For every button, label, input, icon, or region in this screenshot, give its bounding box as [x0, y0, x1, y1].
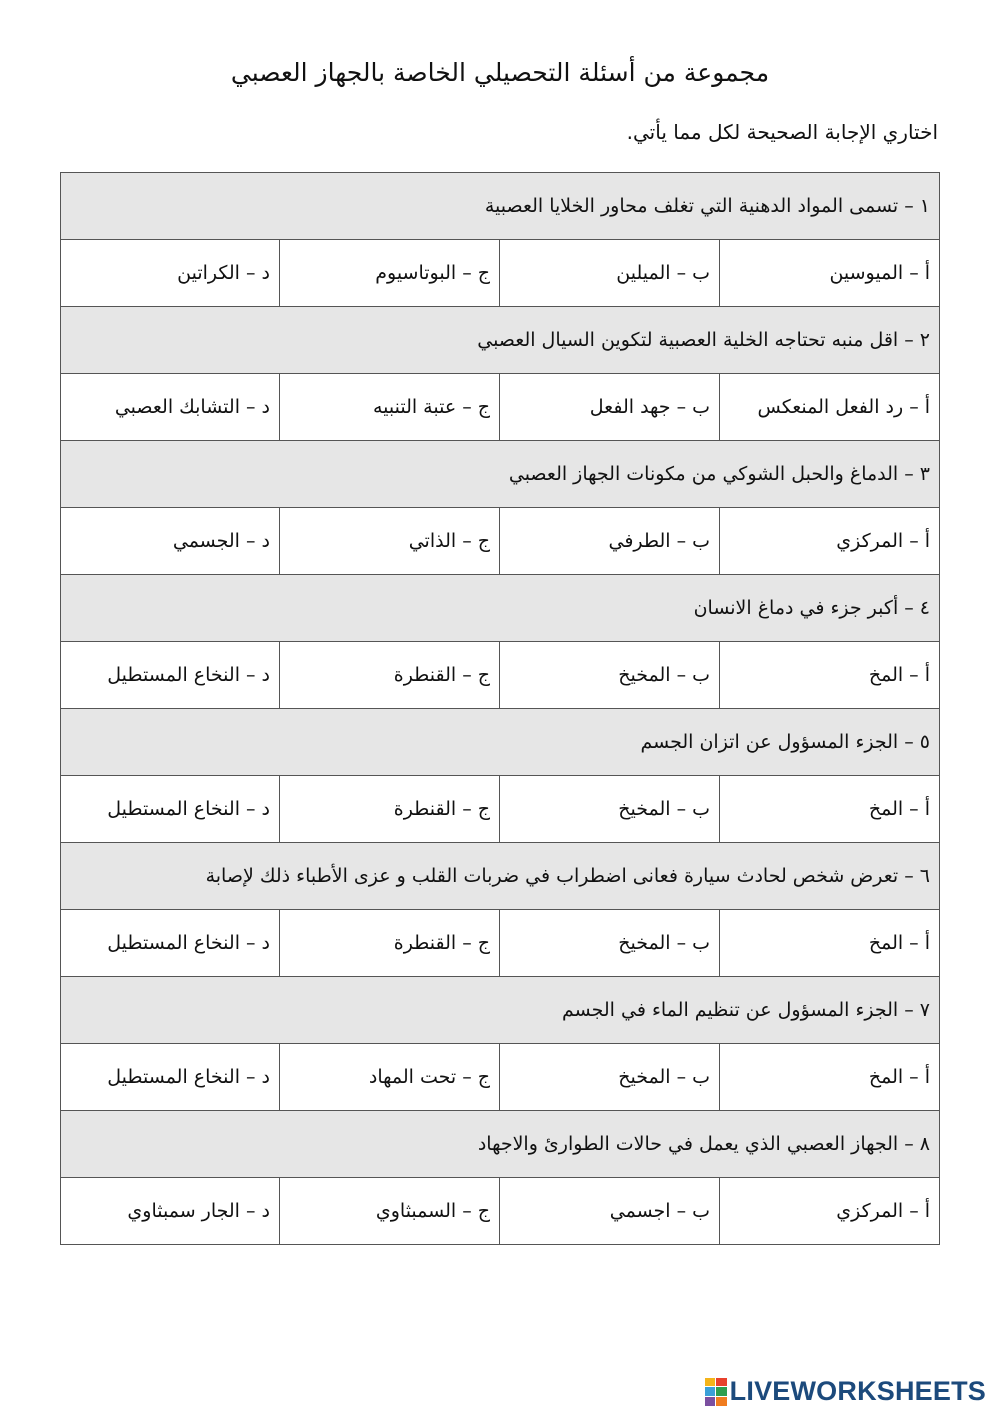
answer-option[interactable]: ج – البوتاسيوم	[280, 240, 500, 307]
logo-square	[705, 1387, 716, 1396]
liveworksheets-logo	[705, 1376, 986, 1407]
question-text: ١ – تسمى المواد الدهنية التي تغلف محاور الخلايا العصبية	[61, 173, 940, 240]
logo-square	[716, 1397, 727, 1406]
answer-option[interactable]: أ – المخ	[720, 910, 940, 977]
answer-option[interactable]: أ – الميوسين	[720, 240, 940, 307]
answer-option[interactable]: أ – المركزي	[720, 1178, 940, 1245]
answer-option[interactable]: د – النخاع المستطيل	[61, 776, 280, 843]
answer-option[interactable]: د – الجسمي	[61, 508, 280, 575]
answer-option[interactable]: د – النخاع المستطيل	[61, 642, 280, 709]
question-text: ٨ – الجهاز العصبي الذي يعمل في حالات الطوارئ والاجهاد	[61, 1111, 940, 1178]
answer-option[interactable]: أ – رد الفعل المنعكس	[720, 374, 940, 441]
logo-square	[716, 1387, 727, 1396]
logo-square	[705, 1397, 716, 1406]
options-row	[61, 374, 940, 441]
answer-option[interactable]: أ – المخ	[720, 1044, 940, 1111]
answer-option[interactable]: أ – المركزي	[720, 508, 940, 575]
answer-option[interactable]: ب – الميلين	[500, 240, 720, 307]
logo-square	[705, 1378, 716, 1387]
answer-option[interactable]: د – الكراتين	[61, 240, 280, 307]
answer-option[interactable]: ج – القنطرة	[280, 910, 500, 977]
instructions: اختاري الإجابة الصحيحة لكل مما يأتي.	[626, 120, 938, 144]
options-row	[61, 642, 940, 709]
options-row	[61, 508, 940, 575]
answer-option[interactable]: د – النخاع المستطيل	[61, 1044, 280, 1111]
liveworksheets-logo-icon	[705, 1378, 727, 1406]
question-text: ٢ – اقل منبه تحتاجه الخلية العصبية لتكوين السيال العصبي	[61, 307, 940, 374]
answer-option[interactable]: ب – المخيخ	[500, 776, 720, 843]
question-row	[61, 977, 940, 1044]
options-row	[61, 910, 940, 977]
question-row	[61, 1111, 940, 1178]
question-row	[61, 307, 940, 374]
quiz-table	[60, 172, 940, 1245]
answer-option[interactable]: ج – القنطرة	[280, 642, 500, 709]
answer-option[interactable]: د – التشابك العصبي	[61, 374, 280, 441]
answer-option[interactable]: ب – الطرفي	[500, 508, 720, 575]
question-text: ٦ – تعرض شخص لحادث سيارة فعانى اضطراب في ضربات القلب و عزى الأطباء ذلك لإصابة	[61, 843, 940, 910]
options-row	[61, 776, 940, 843]
answer-option[interactable]: ج – تحت المهاد	[280, 1044, 500, 1111]
options-row	[61, 1178, 940, 1245]
options-row	[61, 240, 940, 307]
options-row	[61, 1044, 940, 1111]
question-text: ٥ – الجزء المسؤول عن اتزان الجسم	[61, 709, 940, 776]
answer-option[interactable]: ج – عتبة التنبيه	[280, 374, 500, 441]
answer-option[interactable]: ب – اجسمي	[500, 1178, 720, 1245]
answer-option[interactable]: ب – المخيخ	[500, 1044, 720, 1111]
answer-option[interactable]: ب – المخيخ	[500, 642, 720, 709]
question-row	[61, 843, 940, 910]
brand-text: LIVEWORKSHEETS	[729, 1376, 986, 1406]
answer-option[interactable]: ب – جهد الفعل	[500, 374, 720, 441]
question-text: ٤ – أكبر جزء في دماغ الانسان	[61, 575, 940, 642]
question-text: ٣ – الدماغ والحبل الشوكي من مكونات الجهاز العصبي	[61, 441, 940, 508]
logo-square	[716, 1378, 727, 1387]
answer-option[interactable]: أ – المخ	[720, 642, 940, 709]
answer-option[interactable]: ج – القنطرة	[280, 776, 500, 843]
question-row	[61, 709, 940, 776]
question-text: ٧ – الجزء المسؤول عن تنظيم الماء في الجسم	[61, 977, 940, 1044]
question-row	[61, 173, 940, 240]
answer-option[interactable]: د – النخاع المستطيل	[61, 910, 280, 977]
answer-option[interactable]: د – الجار سمبثاوي	[61, 1178, 280, 1245]
answer-option[interactable]: أ – المخ	[720, 776, 940, 843]
answer-option[interactable]: ج – الذاتي	[280, 508, 500, 575]
answer-option[interactable]: ج – السمبثاوي	[280, 1178, 500, 1245]
question-row	[61, 575, 940, 642]
worksheet-title: مجموعة من أسئلة التحصيلي الخاصة بالجهاز العصبي	[230, 58, 770, 87]
answer-option[interactable]: ب – المخيخ	[500, 910, 720, 977]
question-row	[61, 441, 940, 508]
